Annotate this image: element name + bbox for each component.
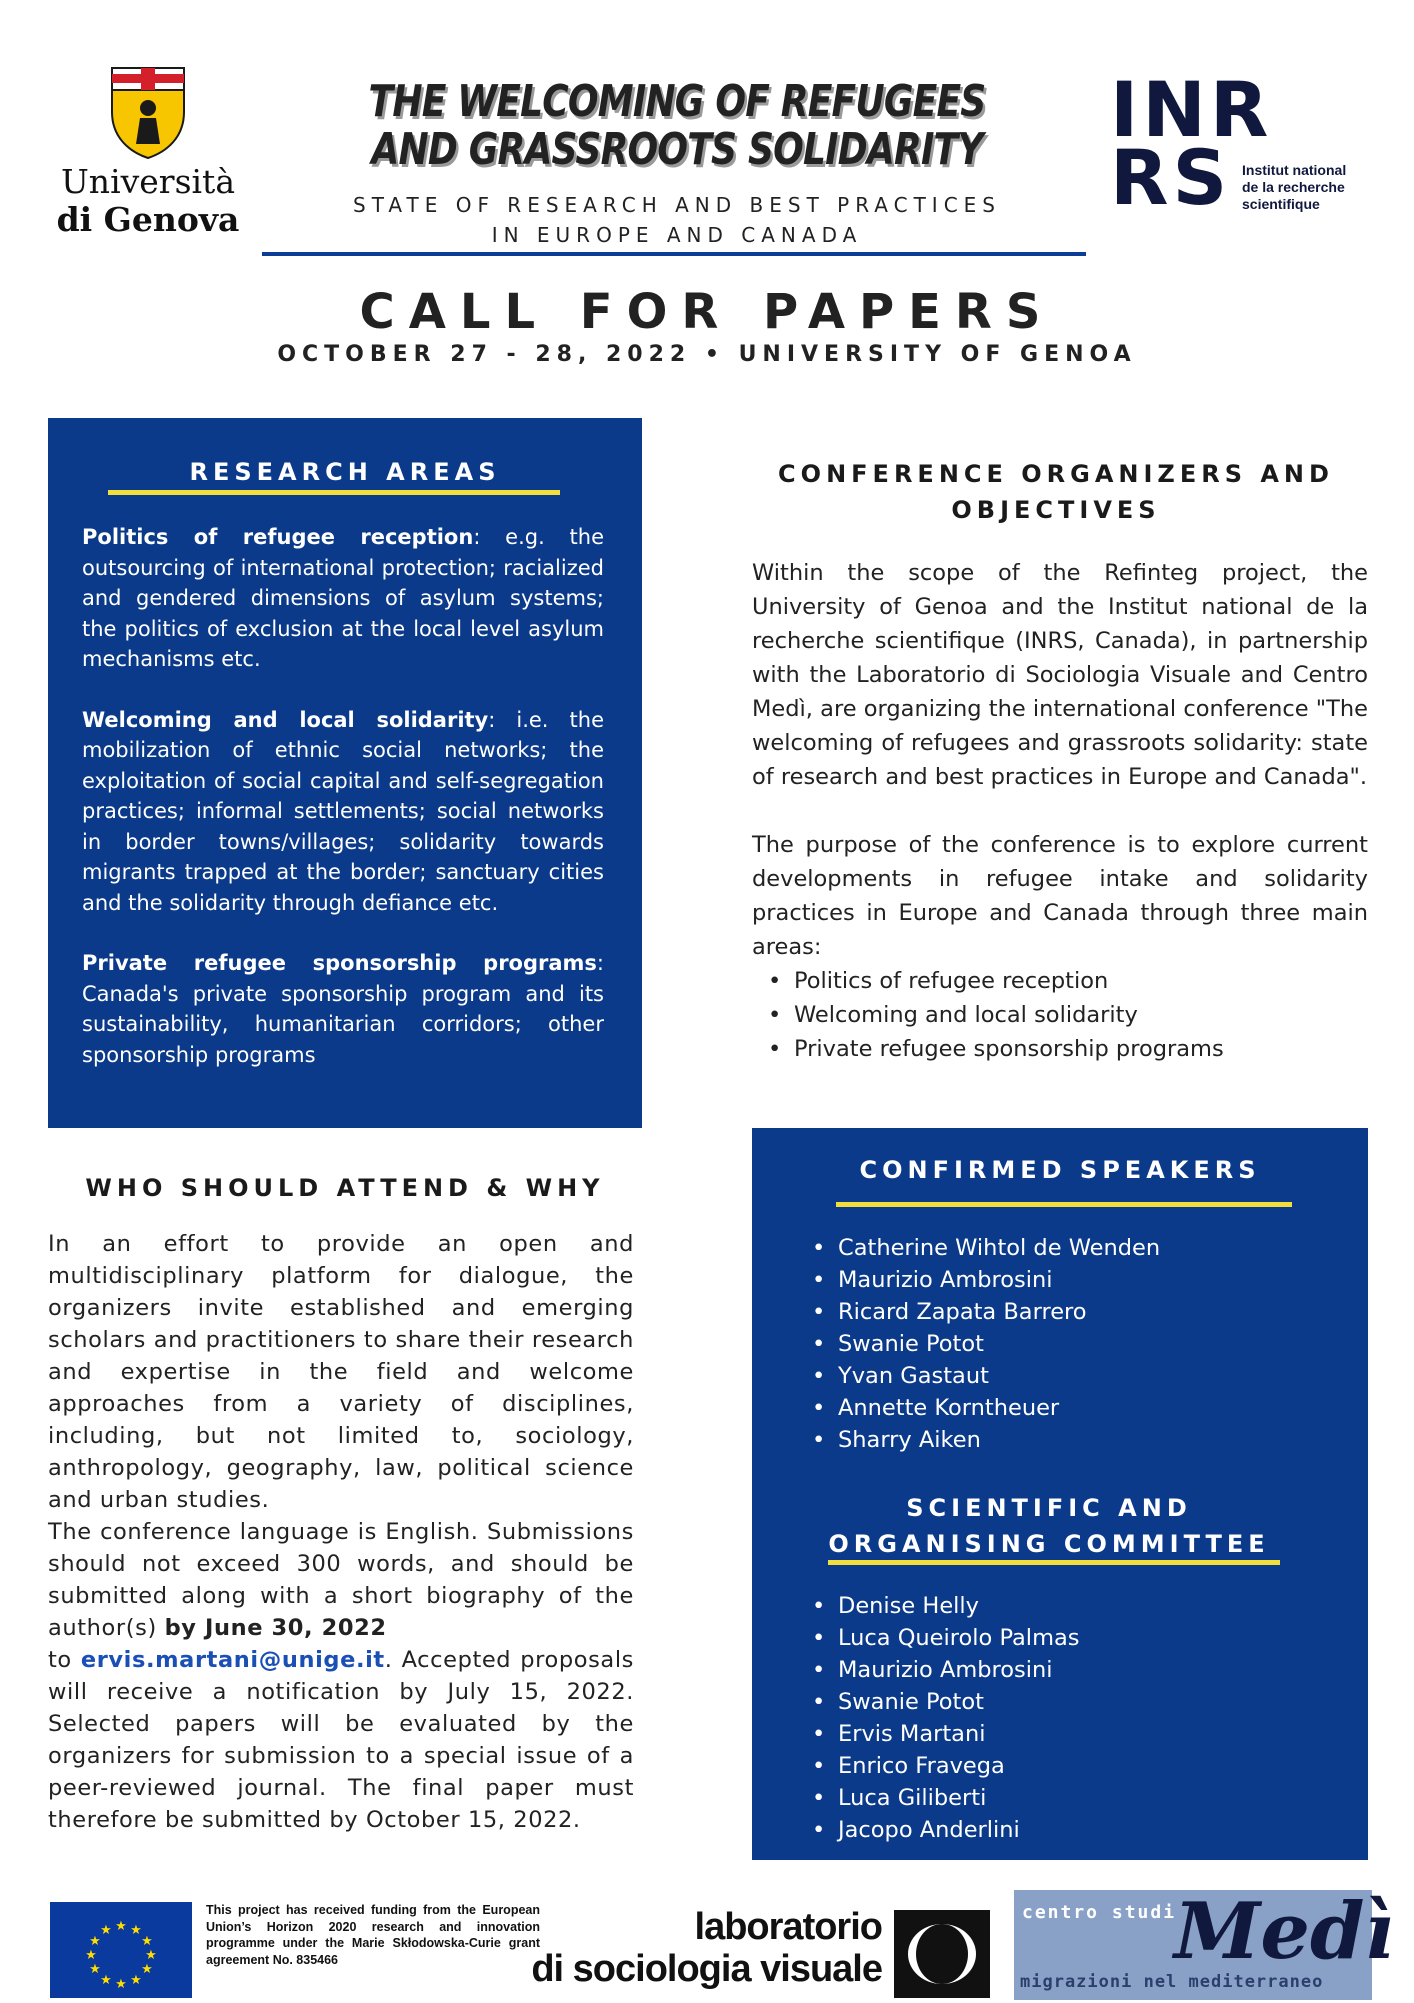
research-area-text: : i.e. the mobilization of ethnic social networks; the exploitation of social capital and self-segregation practices; informal settlements; social networks in border towns/villages; solidarity towards migrants trapped at the border; sanctuary cities and the solidarity through defiance etc.	[82, 707, 604, 915]
committee-underline	[828, 1560, 1280, 1565]
list-item: • Private refugee sponsorship programs	[752, 1032, 1368, 1066]
committee-heading-line1: SCIENTIFIC AND	[906, 1494, 1192, 1522]
centro-medi-logo	[1014, 1886, 1395, 2000]
date-and-venue: OCTOBER 27 - 28, 2022 • UNIVERSITY OF GENOA	[277, 342, 1137, 367]
who-should-attend-body	[48, 1228, 634, 1836]
svg-text:★: ★	[130, 1973, 142, 1988]
committee-heading-line2: ORGANISING COMMITTEE	[828, 1530, 1270, 1558]
medi-logo-word: Medì	[1174, 1886, 1395, 1977]
list-item: • Enrico Fravega	[792, 1750, 1080, 1782]
organizers-heading-line1: CONFERENCE ORGANIZERS AND	[778, 460, 1334, 488]
inrs-name-line2: de la recherche	[1242, 179, 1345, 195]
subtitle-line-2: IN EUROPE AND CANADA	[491, 223, 863, 247]
inrs-logo	[1110, 65, 1380, 222]
submission-deadline: by June 30, 2022	[164, 1615, 387, 1641]
inrs-name-line1: Institut national	[1242, 162, 1347, 178]
svg-text:★: ★	[145, 1948, 157, 1963]
lab-logo-line2: di sociologia visuale	[531, 1948, 882, 1990]
list-item: • Luca Giliberti	[792, 1782, 1080, 1814]
eye-icon	[894, 1910, 990, 1998]
list-item: • Welcoming and local solidarity	[752, 998, 1368, 1032]
list-item: • Swanie Potot	[792, 1686, 1080, 1718]
svg-text:★: ★	[100, 1923, 112, 1938]
unige-wordmark-line1: Università	[61, 162, 235, 201]
eu-flag-icon	[50, 1902, 192, 1998]
research-area-item	[82, 948, 604, 1070]
svg-text:★: ★	[85, 1948, 97, 1963]
funding-statement: This project has received funding from the European Union’s Horizon 2020 research and innovation programme under the Marie Skłodowska-Curie grant agreement No. 835466	[206, 1903, 540, 1967]
list-item: • Denise Helly	[792, 1590, 1080, 1622]
inrs-name	[1242, 162, 1346, 213]
call-for-papers-heading: CALL FOR PAPERS	[359, 284, 1055, 340]
inrs-mark-bottom: RS	[1110, 133, 1232, 222]
inrs-name-line3: scientifique	[1242, 196, 1320, 212]
list-item: • Catherine Wihtol de Wenden	[792, 1232, 1160, 1264]
research-areas-heading: RESEARCH AREAS	[189, 458, 501, 486]
research-area-title: Welcoming and local solidarity	[82, 707, 489, 732]
list-item: • Politics of refugee reception	[752, 964, 1368, 998]
genoa-crest-icon	[110, 66, 186, 160]
eu-stars-icon	[50, 1902, 192, 1998]
who-paragraph: In an effort to provide an open and multidisciplinary platform for dialogue, the organizers invite established and emerging scholars and practitioners to share their research and expertise in the field and welcome approaches from a variety of disciplines, including, but not limited to, sociology, anthropology, geography, law, political science and urban studies.	[48, 1231, 634, 1513]
organizers-heading-line2: OBJECTIVES	[951, 496, 1161, 524]
speakers-list	[792, 1232, 1160, 1456]
list-item: • Swanie Potot	[792, 1328, 1160, 1360]
list-item: • Ricard Zapata Barrero	[792, 1296, 1160, 1328]
medi-logo-bottom: migrazioni nel mediterraneo	[1020, 1972, 1324, 1992]
list-item: • Maurizio Ambrosini	[792, 1654, 1080, 1686]
research-area-title: Private refugee sponsorship programs	[82, 951, 597, 975]
svg-text:★: ★	[141, 1934, 153, 1949]
list-item: • Annette Korntheuer	[792, 1392, 1160, 1424]
speakers-committee-panel	[752, 1128, 1368, 1860]
research-area-title: Politics of refugee reception	[82, 525, 474, 549]
laboratorio-sociologia-visuale-logo	[531, 1906, 990, 2000]
unige-wordmark-line2: di Genova	[56, 200, 240, 239]
list-item: • Jacopo Anderlini	[792, 1814, 1080, 1846]
purpose-paragraph: The purpose of the conference is to explore current developments in refugee intake and solidarity practices in Europe and Canada through three main areas:	[752, 832, 1368, 960]
main-areas-list	[752, 964, 1368, 1066]
list-item: • Sharry Aiken	[792, 1424, 1160, 1456]
list-item: • Maurizio Ambrosini	[792, 1264, 1160, 1296]
research-area-item	[82, 705, 604, 919]
research-areas-panel	[48, 418, 642, 1128]
who-should-attend-heading: WHO SHOULD ATTEND & WHY	[85, 1174, 605, 1202]
research-area-item	[82, 522, 604, 675]
research-areas-list	[82, 522, 604, 1100]
event-subtitle	[262, 190, 1092, 250]
research-area-text: : Canada's private sponsorship program and its sustainability, humanitarian corridors; other sponsorship programs	[82, 951, 604, 1067]
list-item: • Yvan Gastaut	[792, 1360, 1160, 1392]
svg-text:★: ★	[115, 1919, 127, 1934]
svg-text:★: ★	[89, 1962, 101, 1977]
medi-logo-top: centro studi	[1022, 1902, 1177, 1923]
committee-list	[792, 1590, 1080, 1846]
svg-text:★: ★	[100, 1973, 112, 1988]
speakers-underline	[836, 1202, 1292, 1207]
svg-text:★: ★	[130, 1923, 142, 1938]
research-area-text: : e.g. the outsourcing of international protection; racialized and gendered dimensions of asylum systems; the politics of exclusion at the local level asylum mechanisms etc.	[82, 525, 604, 671]
contact-email-link[interactable]: ervis.martani@unige.it	[80, 1647, 385, 1673]
to-text: to	[48, 1647, 81, 1673]
svg-text:★: ★	[141, 1962, 153, 1977]
svg-text:★: ★	[115, 1977, 127, 1992]
submission-text: The conference language is English. Submissions should not exceed 300 words, and should be submitted along with a short biography of the author(s)	[48, 1519, 634, 1641]
notification-text: . Accepted proposals will receive a notification by July 15, 2022. Selected papers will be evaluated by the organizers for submission to a special issue of a peer-reviewed journal. The final paper must therefore be submitted by October 15, 2022.	[48, 1647, 634, 1833]
title-divider	[262, 252, 1086, 256]
lab-logo-line1: laboratorio	[694, 1906, 882, 1948]
svg-text:★: ★	[89, 1934, 101, 1949]
research-areas-underline	[108, 490, 560, 495]
organizers-paragraph: Within the scope of the Refinteg project, the University of Genoa and the Institut national de la recherche scientifique (INRS, Canada), in partnership with the Laboratorio di Sociologia Visuale and Centro Medì, are organizing the international conference "The welcoming of refugees and grassroots solidarity: state of research and best practices in Europe and Canada".	[752, 560, 1368, 790]
university-of-genoa-logo	[48, 66, 248, 239]
event-title: THE WELCOMING OF REFUGEES AND GRASSROOTS SOLIDARITY	[368, 76, 986, 175]
organizers-heading	[748, 456, 1364, 528]
inrs-mark-top: INR	[1110, 65, 1273, 154]
list-item: • Luca Queirolo Palmas	[792, 1622, 1080, 1654]
list-item: • Ervis Martani	[792, 1718, 1080, 1750]
speakers-heading: CONFIRMED SPEAKERS	[859, 1156, 1261, 1184]
organizers-body	[752, 556, 1368, 1066]
committee-heading	[752, 1490, 1346, 1562]
subtitle-line-1: STATE OF RESEARCH AND BEST PRACTICES	[353, 193, 1001, 217]
